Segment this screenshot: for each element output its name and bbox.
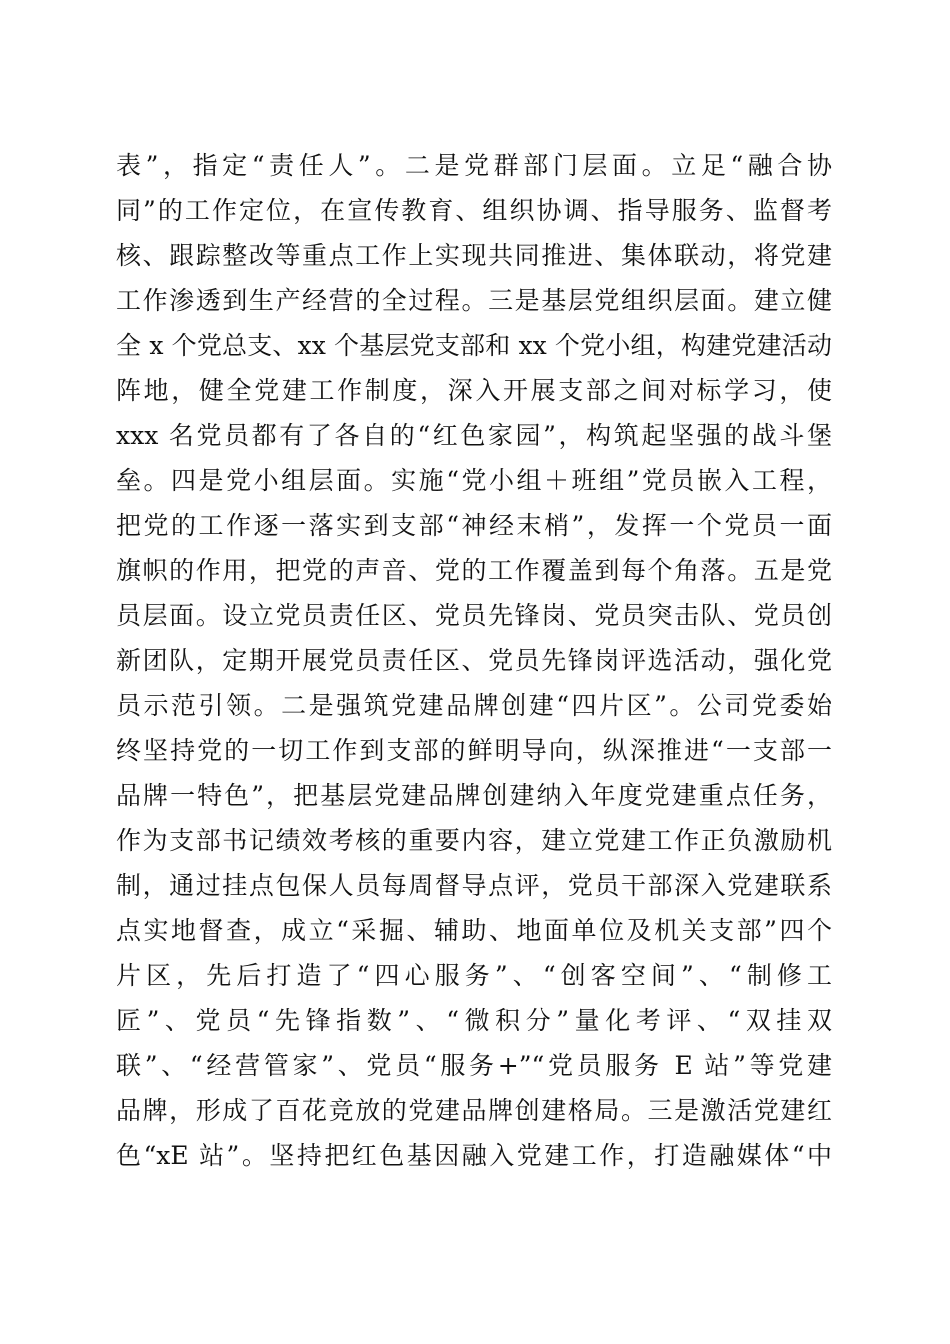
- text-line: 片区，先后打造了“四心服务”、“创客空间”、“制修工: [116, 961, 832, 990]
- text-line: 旗帜的作用，把党的声音、党的工作覆盖到每个角落。五是党: [116, 556, 832, 585]
- text-line: 联”、“经营管家”、党员“服务+”“党员服务 E 站”等党建: [116, 1051, 832, 1080]
- text-line: 员示范引领。二是强筑党建品牌创建“四片区”。公司党委始: [116, 691, 832, 720]
- text-line: xxx 名党员都有了各自的“红色家园”，构筑起坚强的战斗堡: [116, 421, 832, 450]
- text-line: 员层面。设立党员责任区、党员先锋岗、党员突击队、党员创: [116, 601, 832, 630]
- text-line: 全 x 个党总支、xx 个基层党支部和 xx 个党小组，构建党建活动: [116, 331, 832, 360]
- text-line: 品牌一特色”，把基层党建品牌创建纳入年度党建重点任务，: [116, 781, 832, 810]
- text-line: 把党的工作逐一落实到支部“神经末梢”，发挥一个党员一面: [116, 511, 832, 540]
- text-line: 终坚持党的一切工作到支部的鲜明导向，纵深推进“一支部一: [116, 736, 832, 765]
- text-line: 新团队，定期开展党员责任区、党员先锋岗评选活动，强化党: [116, 646, 832, 675]
- text-line: 匠”、党员“先锋指数”、“微积分”量化考评、“双挂双: [116, 1006, 832, 1035]
- text-line: 工作渗透到生产经营的全过程。三是基层党组织层面。建立健: [116, 286, 832, 315]
- text-line: 垒。四是党小组层面。实施“党小组＋班组”党员嵌入工程，: [116, 466, 832, 495]
- text-line: 阵地，健全党建工作制度，深入开展支部之间对标学习，使: [116, 376, 832, 405]
- text-line: 点实地督查，成立“采掘、辅助、地面单位及机关支部”四个: [116, 916, 832, 945]
- text-line: 色“xE 站”。坚持把红色基因融入党建工作，打造融媒体“中: [116, 1141, 832, 1170]
- body-paragraph: [116, 143, 832, 1178]
- text-line: 品牌，形成了百花竞放的党建品牌创建格局。三是激活党建红: [116, 1096, 832, 1125]
- text-line: 核、跟踪整改等重点工作上实现共同推进、集体联动，将党建: [116, 241, 832, 270]
- text-line: 作为支部书记绩效考核的重要内容，建立党建工作正负激励机: [116, 826, 832, 855]
- text-line: 同”的工作定位，在宣传教育、组织协调、指导服务、监督考: [116, 196, 832, 225]
- text-line: 表”，指定“责任人”。二是党群部门层面。立足“融合协: [116, 151, 832, 180]
- text-line: 制，通过挂点包保人员每周督导点评，党员干部深入党建联系: [116, 871, 832, 900]
